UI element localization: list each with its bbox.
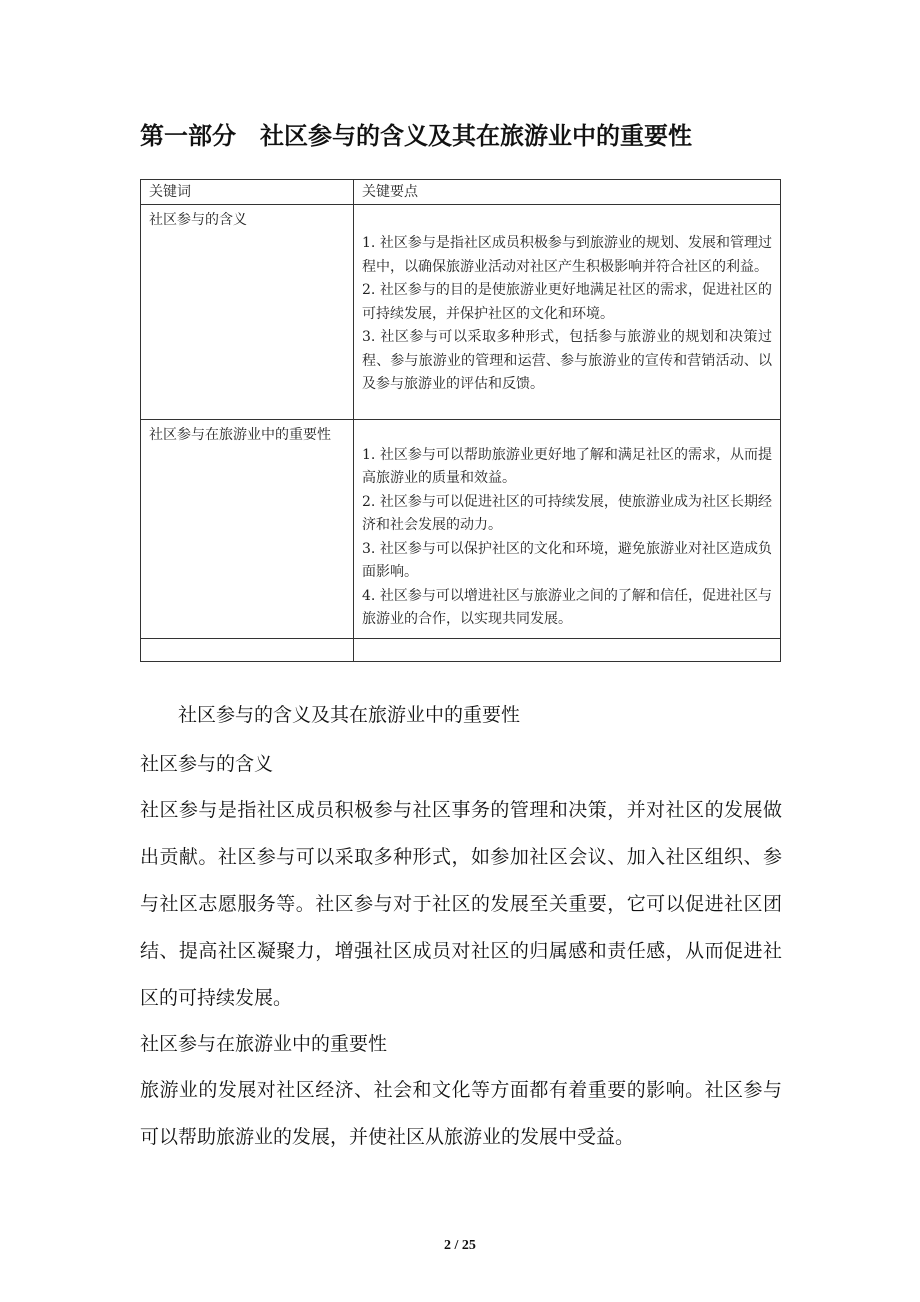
table-header-row: [141, 180, 781, 205]
points-cell: [354, 205, 781, 420]
keyword-cell: 社区参与的含义: [141, 205, 354, 420]
section-title: 社区参与在旅游业中的重要性: [140, 1033, 388, 1055]
key-point: 2. 社区参与可以促进社区的可持续发展，使旅游业成为社区长期经济和社会发展的动力。: [362, 493, 772, 533]
section-paragraph: 旅游业的发展对社区经济、社会和文化等方面都有着重要的影响。社区参与可以帮助旅游业的发展，并使社区从旅游业的发展中受益。: [140, 1079, 782, 1148]
key-point: 4. 社区参与可以增进社区与旅游业之间的了解和信任，促进社区与旅游业的合作，以实现共同发展。: [362, 587, 772, 627]
key-point: 1. 社区参与可以帮助旅游业更好地了解和满足社区的需求，从而提高旅游业的质量和效益。: [362, 446, 772, 486]
section-heading: 社区参与的含义及其在旅游业中的重要性: [178, 704, 521, 726]
points-cell: [354, 419, 781, 638]
header-cell-keyword: 关键词: [141, 180, 354, 205]
page-number: 2 / 25: [444, 1238, 476, 1253]
header-cell-points: 关键要点: [354, 180, 781, 205]
section-paragraph: 社区参与是指社区成员积极参与社区事务的管理和决策，并对社区的发展做出贡献。社区参与可以采取多种形式，如参加社区会议、加入社区组织、参与社区志愿服务等。社区参与对于社区的发展至关重要，它可以促进社区团结、提高社区凝聚力，增强社区成员对社区的归属感和责任感，从而促进社区的可持续发展。: [140, 799, 782, 1009]
key-points-table: [140, 179, 781, 662]
section-title: 社区参与的含义: [140, 753, 274, 775]
key-point: 2. 社区参与的目的是使旅游业更好地满足社区的需求，促进社区的可持续发展，并保护社区的文化和环境。: [362, 282, 772, 322]
table-row: [141, 205, 781, 420]
keyword-cell: 社区参与在旅游业中的重要性: [141, 419, 354, 638]
table-row: [141, 419, 781, 638]
body-text: [140, 698, 782, 1161]
key-point: 3. 社区参与可以采取多种形式，包括参与旅游业的规划和决策过程、参与旅游业的管理和运营、参与旅游业的宣传和营销活动、以及参与旅游业的评估和反馈。: [362, 329, 772, 392]
table-row-empty: [141, 638, 781, 661]
key-point: 1. 社区参与是指社区成员积极参与到旅游业的规划、发展和管理过程中，以确保旅游业活动对社区产生积极影响并符合社区的利益。: [362, 235, 772, 275]
key-point: 3. 社区参与可以保护社区的文化和环境，避免旅游业对社区造成负面影响。: [362, 540, 772, 580]
page-title: 第一部分 社区参与的含义及其在旅游业中的重要性: [140, 122, 692, 150]
